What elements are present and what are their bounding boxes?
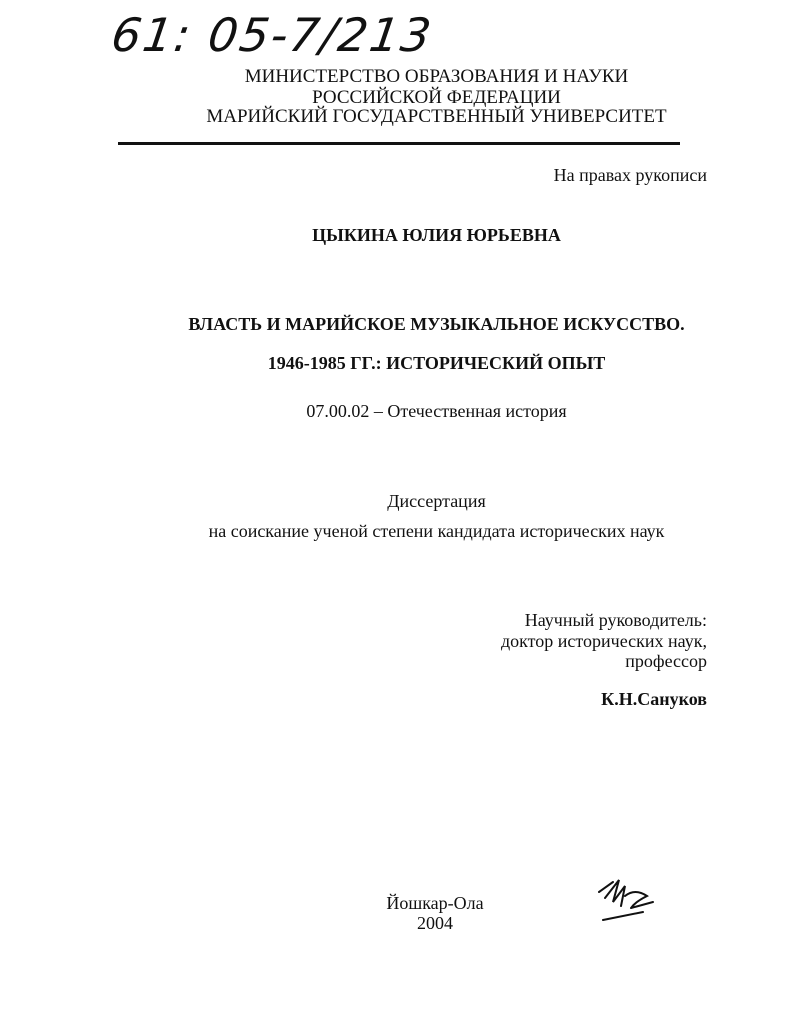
work-type-degree: на соискание ученой степени кандидата исторических наук (208, 521, 665, 541)
footer-city: Йошкар-Ола (386, 893, 484, 913)
title-line-1: ВЛАСТЬ И МАРИЙСКОЕ МУЗЫКАЛЬНОЕ ИСКУССТВО. (188, 314, 685, 334)
header-university: МАРИЙСКИЙ ГОСУДАРСТВЕННЫЙ УНИВЕРСИТЕТ (206, 106, 667, 127)
author-name: ЦЫКИНА ЮЛИЯ ЮРЬЕВНА (312, 225, 561, 245)
header-federation: РОССИЙСКОЙ ФЕДЕРАЦИИ (312, 87, 561, 108)
supervisor-label: Научный руководитель: (524, 610, 707, 630)
supervisor-rank: профессор (625, 651, 707, 671)
work-type: Диссертация (387, 491, 486, 511)
footer-year: 2004 (417, 913, 453, 933)
header-ministry: МИНИСТЕРСТВО ОБРАЗОВАНИЯ И НАУКИ (244, 66, 629, 87)
specialty: 07.00.02 – Отечественная история (306, 401, 567, 421)
supervisor-degree: доктор исторических наук, (501, 631, 707, 651)
supervisor-name: К.Н.Сануков (601, 689, 707, 709)
title-line-2: 1946-1985 ГГ.: ИСТОРИЧЕСКИЙ ОПЫТ (267, 353, 606, 373)
signature-icon (595, 876, 665, 926)
header-divider (118, 142, 680, 145)
handwritten-archive-number: 61: 05-7/213 (108, 8, 437, 62)
manuscript-note: На правах рукописи (553, 165, 707, 185)
